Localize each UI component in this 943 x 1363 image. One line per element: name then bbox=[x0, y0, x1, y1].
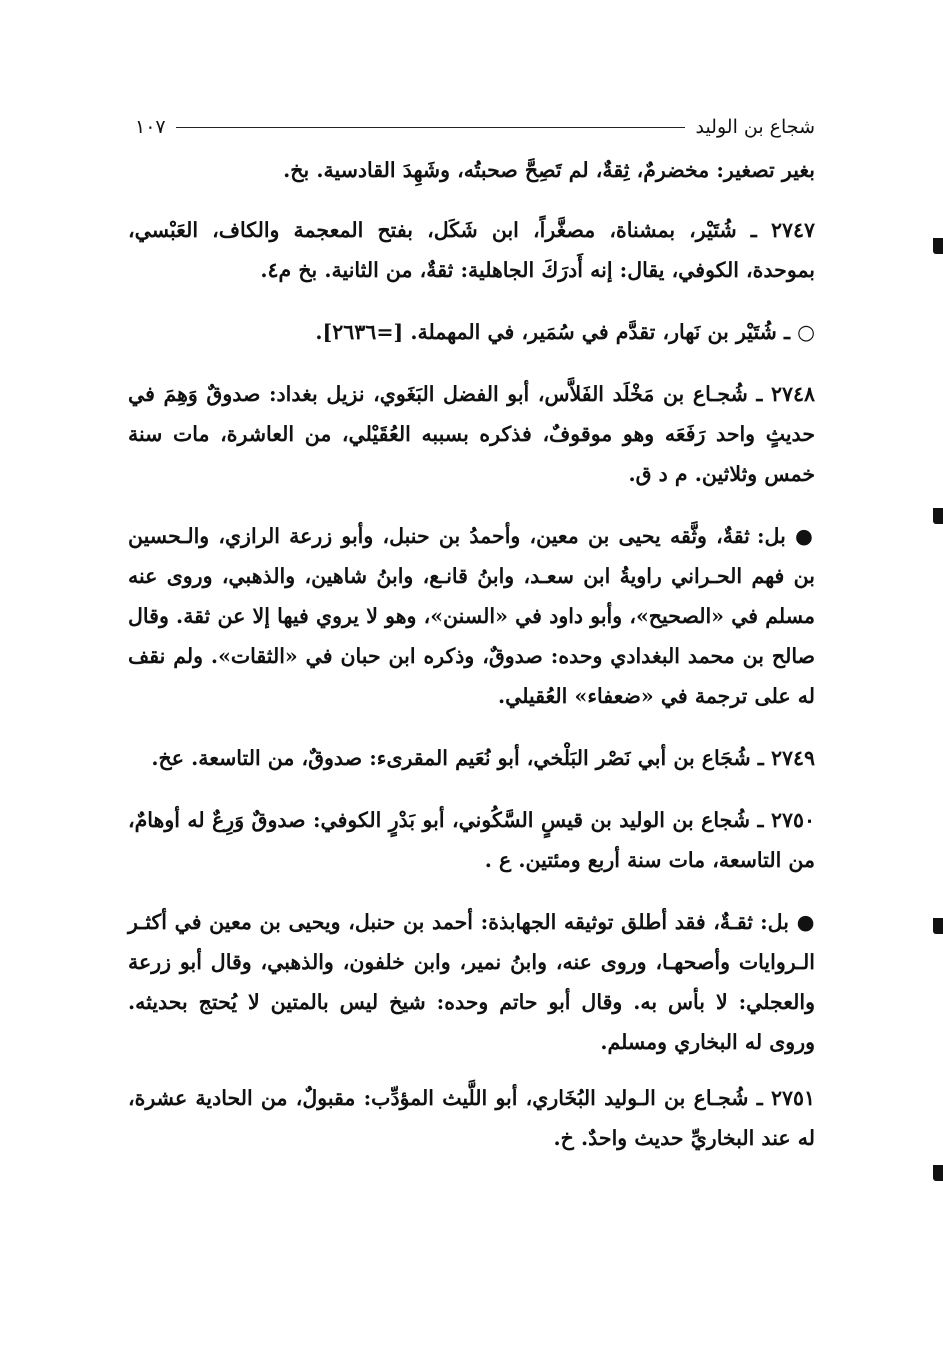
entry-2748: ٢٧٤٨ ـ شُجـاع بن مَخْلَد الفَلاَّس، أبو الفضل البَغَوي، نزيل بغداد: صدوقٌ وَهِمَ في حديثٍ واحد رَفَعَه وهو موقوفٌ، فذكره بسببه العُقَيْلي، من العاشرة، مات سنة خمس وثلاثين. م د ق. bbox=[128, 382, 815, 486]
paragraph-continuation: بغير تصغير: مخضرمٌ، ثِقةٌ، لم تَصِحَّ صحبتُه، وشَهِدَ القادسية. بخ. bbox=[283, 158, 815, 182]
commentary-2748: ● بل: ثقةٌ، وثَّقه يحيى بن معين، وأحمدُ بن حنبل، وأبو زرعة الرازي، والـحسين بن فهم الحـراني راويةُ ابن سعـد، وابنُ قانـع، وابنُ شاهين، والذهبي، وروى عنه مسلم في «الصحيح»، وأبو داود في «السنن»، وهو لا يروي فيها إلا عن ثقة. وقال صالح بن محمد البغدادي وحده: صدوقٌ، وذكره ابن حبان في «الثقات». ولم نقف له على ترجمة في «ضعفاء» العُقيلي. bbox=[128, 524, 816, 708]
header-rule bbox=[176, 127, 686, 128]
margin-tab-mark bbox=[933, 508, 943, 524]
running-header bbox=[135, 112, 815, 142]
page-number: ١٠٧ bbox=[135, 116, 166, 138]
entry-2751: ٢٧٥١ ـ شُجـاع بن الـوليد البُخَاري، أبو اللَّيث المؤدِّب: مقبولٌ، من الحادية عشرة، له عند البخاريِّ حديث واحدٌ. خ. bbox=[128, 1086, 815, 1150]
hollow-circle-marker: ○ bbox=[797, 320, 815, 344]
filled-circle-marker: ● bbox=[796, 910, 815, 934]
cross-reference-entry: ○ ـ شُتَيْر بن نَهار، تقدَّم في سُمَير، في المهملة. [=٢٦٣٦]. bbox=[315, 320, 815, 344]
margin-tab-mark bbox=[933, 918, 943, 934]
entry-2747: ٢٧٤٧ ـ شُتَيْر، بمشناة، مصغَّراً، ابن شَكَل، بفتح المعجمة والكاف، العَبْسي، بموحدة، الكوفي، يقال: إنه أَدرَكَ الجاهلية: ثقةٌ، من الثانية. بخ م٤. bbox=[128, 218, 815, 282]
margin-tab-mark bbox=[933, 238, 943, 254]
margin-tab-mark bbox=[933, 1165, 943, 1181]
entry-2749: ٢٧٤٩ ـ شُجَاع بن أبي نَصْر البَلْخي، أبو نُعَيم المقرىء: صدوقٌ، من التاسعة. عخ. bbox=[151, 746, 815, 770]
page-body bbox=[128, 150, 815, 1180]
filled-circle-marker: ● bbox=[795, 524, 816, 548]
running-title: شجاع بن الوليد bbox=[695, 116, 815, 138]
entry-2750: ٢٧٥٠ ـ شُجاع بن الوليد بن قيسٍ السَّكُوني، أبو بَدْرٍ الكوفي: صدوقٌ وَرِعٌ له أوهامٌ، من التاسعة، مات سنة أربع ومئتين. ع . bbox=[128, 808, 815, 872]
commentary-2750: ● بل: ثقـةٌ، فقد أطلق توثيقه الجهابذة: أحمد بن حنبل، ويحيى بن معين في أكثـر الـروايات وأصحهـا، وروى عنه، وابنُ نمير، وابن خلفون، والذهبي، وقال أبو زرعة والعجلي: لا بأس به. وقال أبو حاتم وحده: شيخ ليس بالمتين لا يُحتج بحديثه. وروى له البخاري ومسلم. bbox=[128, 910, 815, 1054]
